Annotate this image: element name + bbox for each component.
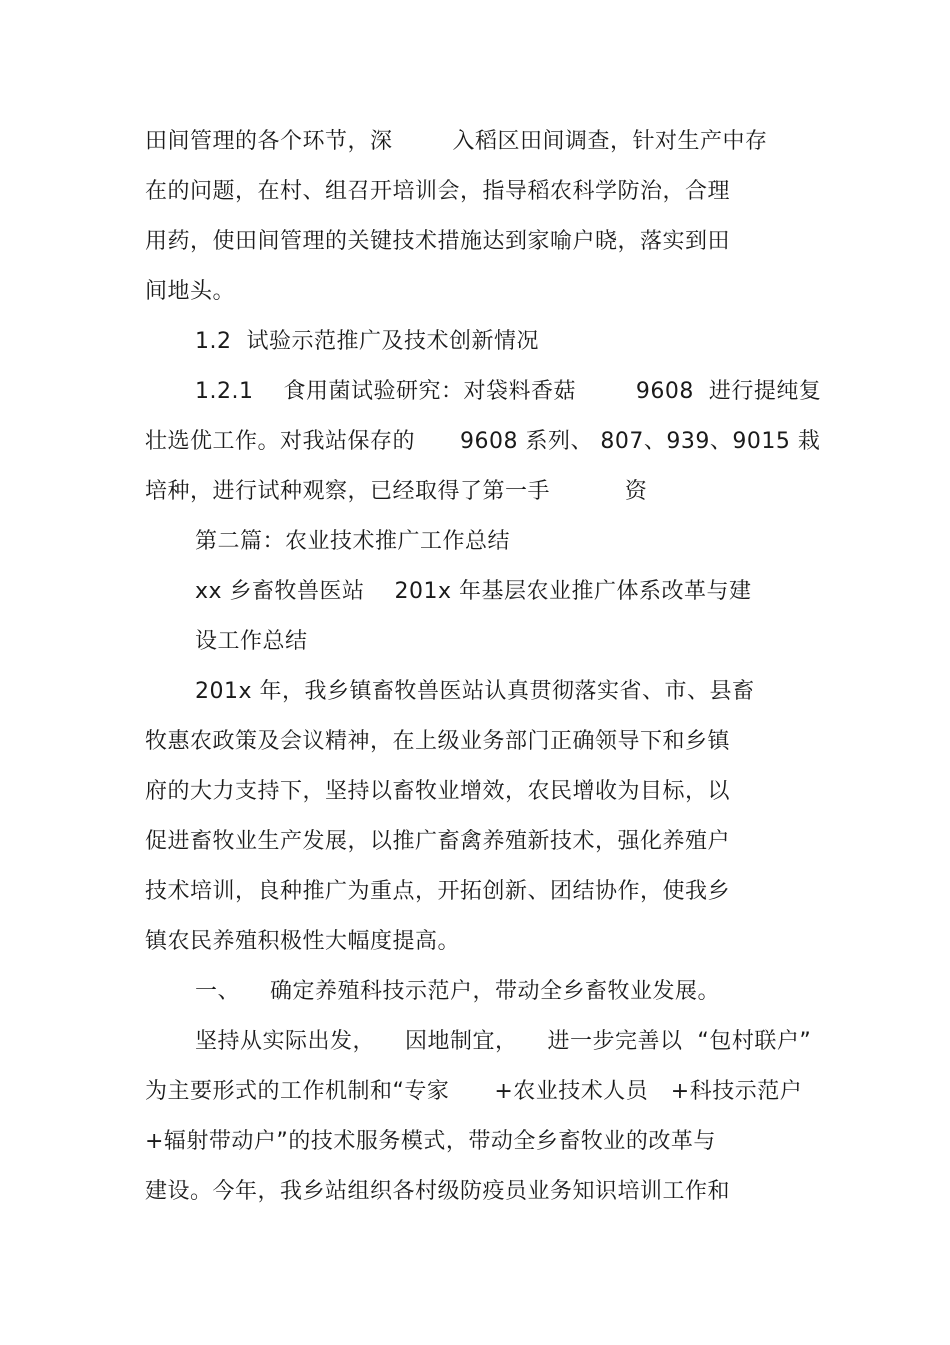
text-line-14: 府的大力支持下，坚持以畜牧业增效，农民增收为目标，以	[145, 779, 731, 804]
text-line-21: +辐射带动户”的技术服务模式，带动全乡畜牧业的改革与	[145, 1129, 716, 1154]
text-line-17: 镇农民养殖积极性大幅度提高。	[145, 929, 461, 954]
text-line-20: 为主要形式的工作机制和“专家 +农业技术人员 +科技示范户	[145, 1079, 803, 1104]
text-line-4: 间地头。	[145, 279, 236, 304]
text-line-3: 用药，使田间管理的关键技术措施达到家喻户晓，落实到田	[145, 229, 731, 254]
report-title-line-2: 设工作总结	[195, 629, 308, 654]
section-heading-one: 一、 确定养殖科技示范户，带动全乡畜牧业发展。	[195, 979, 720, 1004]
section-heading-1-2: 1.2 试验示范推广及技术创新情况	[195, 329, 539, 354]
text-line-2: 在的问题，在村、组召开培训会，指导稻农科学防治，合理	[145, 179, 731, 204]
text-line-16: 技术培训，良种推广为重点，开拓创新、团结协作，使我乡	[145, 879, 731, 904]
text-line-19: 坚持从实际出发， 因地制宜， 进一步完善以 “包村联户”	[195, 1029, 812, 1054]
text-line-1: 田间管理的各个环节，深 入稻区田间调查，针对生产中存	[145, 129, 768, 154]
text-line-12: 201x 年，我乡镇畜牧兽医站认真贯彻落实省、市、县畜	[195, 679, 755, 704]
text-line-8: 培种，进行试种观察，已经取得了第一手 资	[145, 479, 648, 504]
chapter-title: 第二篇：农业技术推广工作总结	[195, 529, 511, 554]
text-line-22: 建设。今年，我乡站组织各村级防疫员业务知识培训工作和	[145, 1179, 731, 1204]
text-line-7: 壮选优工作。对我站保存的 9608 系列、 807、939、9015 栽	[145, 429, 821, 454]
text-line-15: 促进畜牧业生产发展，以推广畜禽养殖新技术，强化养殖户	[145, 829, 731, 854]
report-title-line-1: xx 乡畜牧兽医站 201x 年基层农业推广体系改革与建	[195, 579, 752, 604]
text-line-13: 牧惠农政策及会议精神，在上级业务部门正确领导下和乡镇	[145, 729, 731, 754]
text-line-6: 1.2.1 食用菌试验研究：对袋料香菇 9608 进行提纯复	[195, 379, 822, 404]
